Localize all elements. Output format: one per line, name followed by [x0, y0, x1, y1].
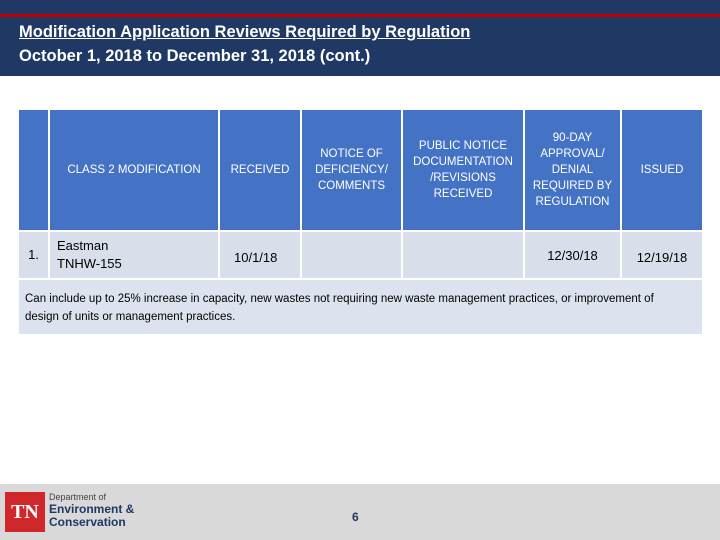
header-cell-approval: 90-DAY APPROVAL/ DENIAL REQUIRED BY REGULATION	[525, 110, 620, 230]
header-cell-issued: ISSUED	[622, 110, 702, 230]
page-subtitle: October 1, 2018 to December 31, 2018 (cont.)	[19, 47, 371, 65]
row-approval-cell	[525, 232, 620, 278]
facility-name: Eastman	[57, 238, 109, 253]
row-received-cell	[220, 232, 300, 278]
page-number: 6	[352, 510, 359, 524]
tdec-logo	[5, 492, 135, 536]
row-issued-cell	[622, 232, 702, 278]
modification-note: Can include up to 25% increase in capacity, new wastes not requiring new waste management practices, or improvement of design of units or management practices.	[25, 293, 654, 323]
header-cell-public-notice: PUBLIC NOTICE DOCUMENTATION /REVISIONS RECEIVED	[403, 110, 523, 230]
tn-logo-icon: TN	[5, 492, 45, 532]
row-number: 1.	[28, 247, 39, 262]
approval-date: 12/30/18	[547, 248, 598, 263]
page-title: Modification Application Reviews Required by Regulation	[19, 23, 471, 41]
header-cell-num	[19, 110, 48, 230]
issued-date: 12/19/18	[636, 250, 688, 265]
permit-number: TNHW-155	[57, 256, 122, 271]
logo-dept-line: Department of	[49, 492, 107, 502]
header-cell-received: RECEIVED	[220, 110, 300, 230]
row-facility-cell	[50, 232, 218, 278]
logo-env-line: Environment &	[49, 502, 135, 516]
table-row	[19, 232, 48, 278]
received-date: 10/1/18	[234, 250, 278, 265]
logo-cons-line: Conservation	[49, 515, 126, 529]
row-public-notice-cell	[403, 232, 523, 278]
header-cell-notice: NOTICE OF DEFICIENCY/ COMMENTS	[302, 110, 401, 230]
row-notice-cell	[302, 232, 401, 278]
header-cell-class: CLASS 2 MODIFICATION	[50, 110, 218, 230]
